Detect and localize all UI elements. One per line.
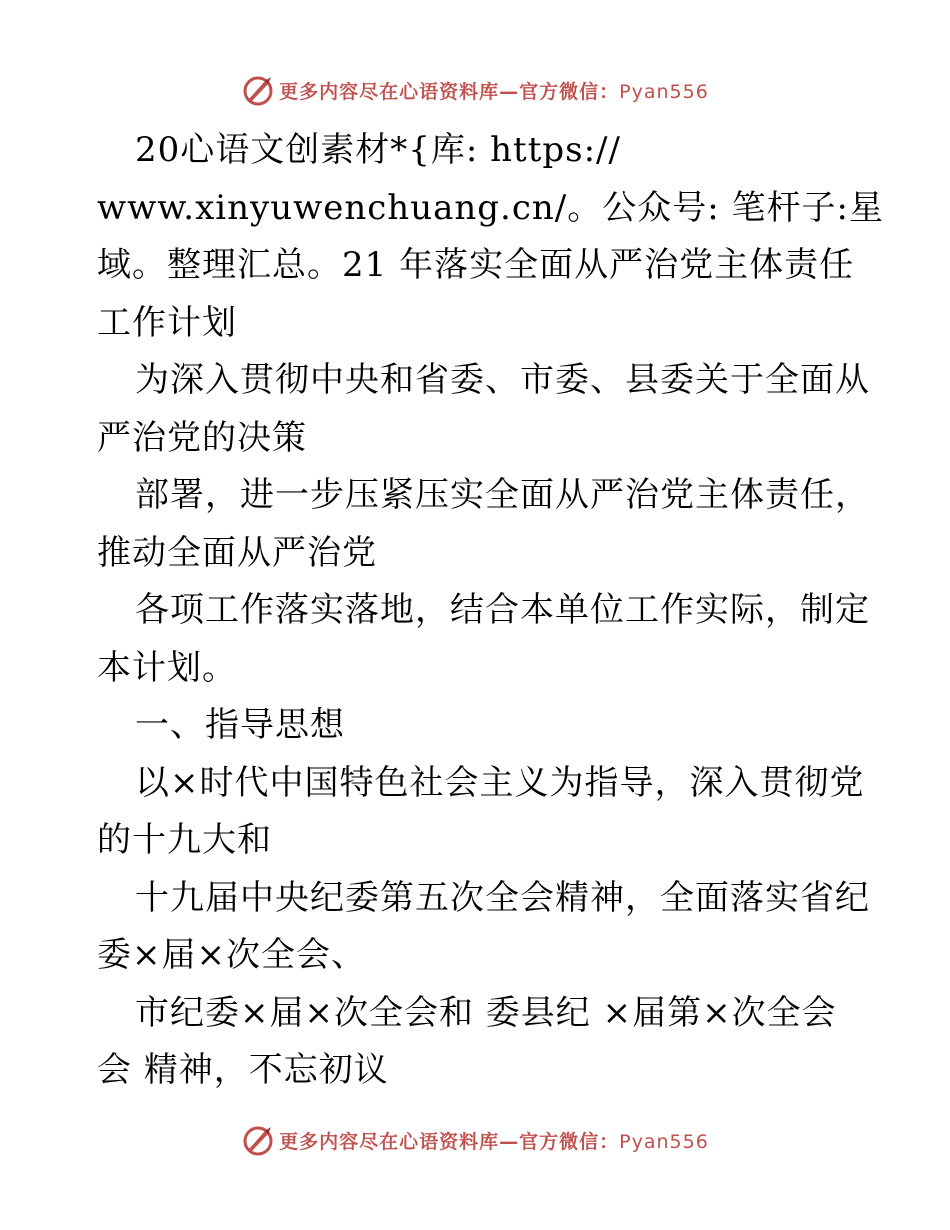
text-line: 会 精神，不忘初议 <box>97 1050 389 1090</box>
text-line: 域。整理汇总。21 年落实全面从严治党主体责任 <box>97 245 855 285</box>
text-line: 委×届×次全会、 <box>97 935 366 975</box>
text-line: 为深入贯彻中央和省委、市委、县委关于全面从 <box>135 360 870 400</box>
text-line: 推动全面从严治党 <box>97 532 377 573</box>
text-line: 严治党的决策 <box>97 417 307 458</box>
text-line: 本计划。 <box>97 647 237 688</box>
header-banner <box>0 68 950 112</box>
footer-banner <box>0 1118 950 1162</box>
text-line: www.xinyuwenchuang.cn/。公众号: 笔杆子:星 <box>97 187 884 228</box>
text-line: 以×时代中国特色社会主义为指导，深入贯彻党 <box>135 762 865 803</box>
banner-text <box>279 1127 709 1154</box>
text-line: 工作计划 <box>97 302 237 343</box>
wechat-id: Pyan556 <box>619 80 709 103</box>
text-line: 一、指导思想 <box>135 705 345 745</box>
text-line: 20心语文创素材*{库: https:// <box>135 130 621 170</box>
wechat-id: Pyan556 <box>619 1130 709 1153</box>
banner-slogan: 更多内容尽在心语资料库—官方微信： <box>279 80 620 103</box>
quill-seal-icon <box>241 73 275 107</box>
text-line: 各项工作落实落地，结合本单位工作实际，制定 <box>135 590 870 630</box>
document-body <box>97 122 884 1100</box>
text-line: 市纪委×届×次全会和 委县纪 ×届第×次全会 <box>135 992 837 1033</box>
text-line: 部署，进一步压紧压实全面从严治党主体责任， <box>135 475 870 515</box>
text-line: 的十九大和 <box>97 820 272 860</box>
banner-slogan: 更多内容尽在心语资料库—官方微信： <box>279 1130 620 1153</box>
banner-text <box>279 77 709 104</box>
text-line: 十九届中央纪委第五次全会精神，全面落实省纪 <box>135 877 870 918</box>
quill-seal-icon <box>241 1123 275 1157</box>
